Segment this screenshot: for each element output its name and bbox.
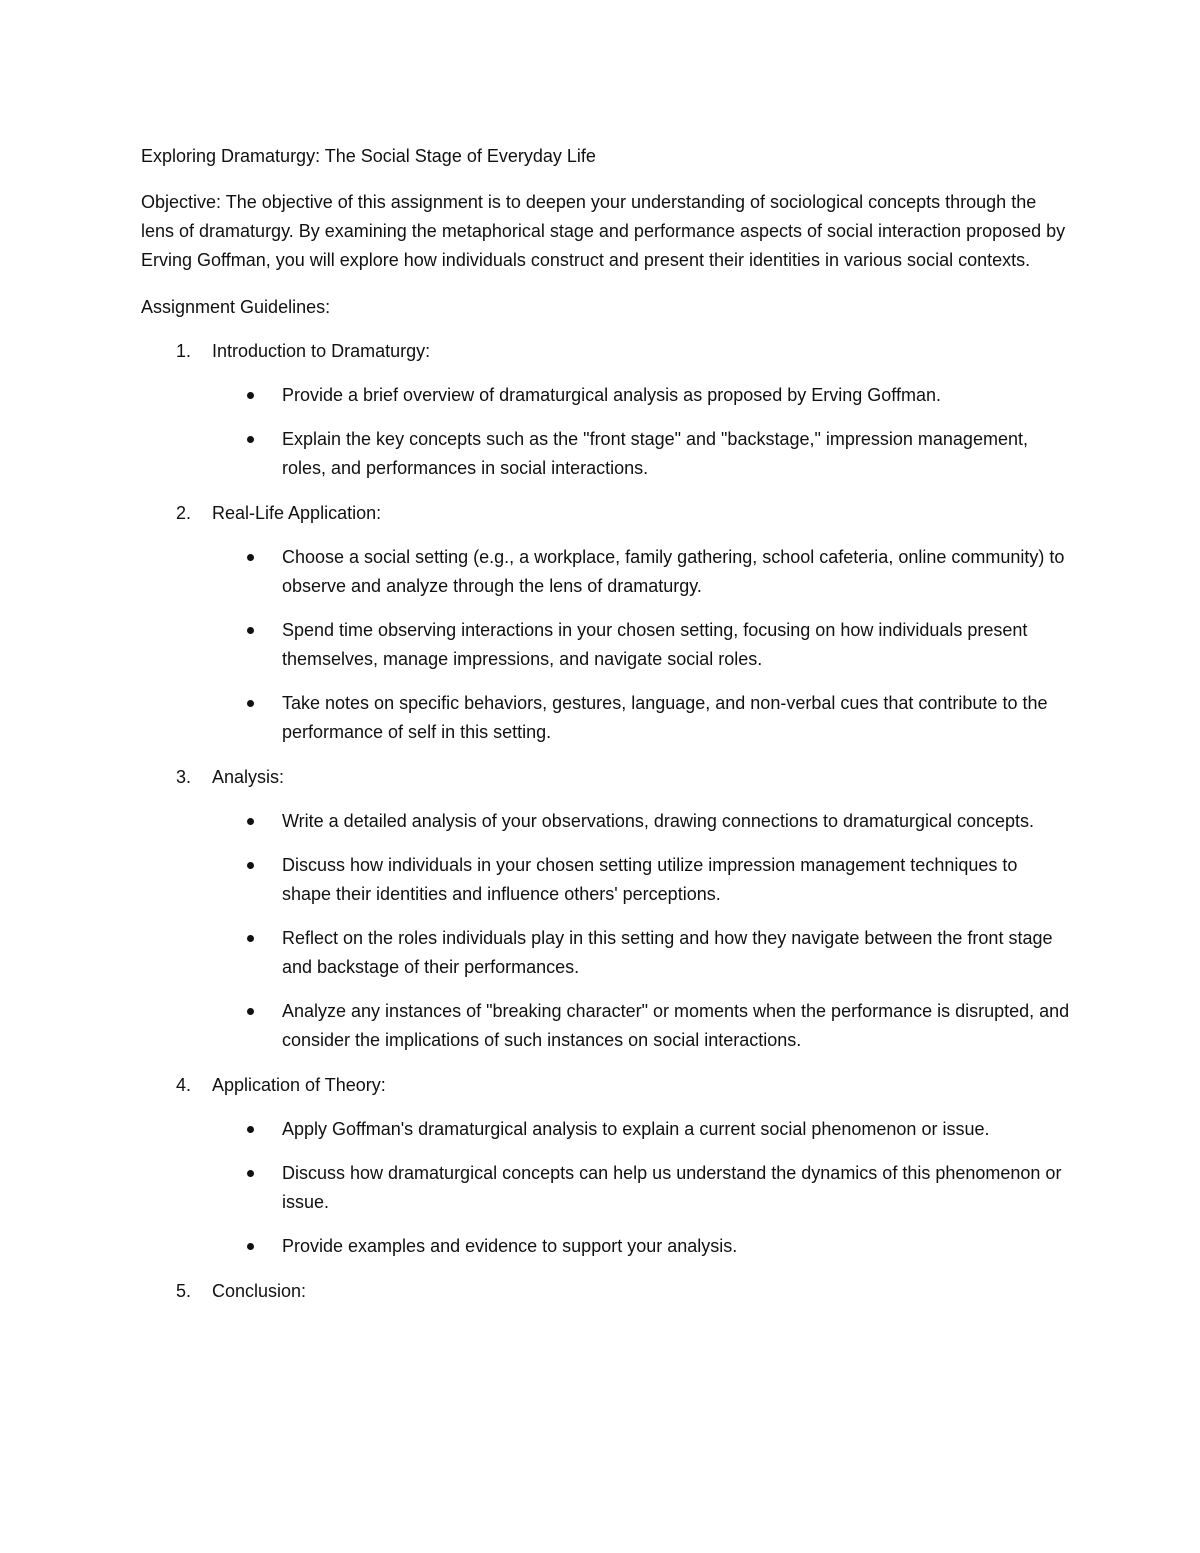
section-title: Application of Theory: <box>212 1075 386 1095</box>
bullet-text: Take notes on specific behaviors, gestures, language, and non-verbal cues that contribute to the performance of self in this setting. <box>282 693 1048 742</box>
section-number: 4. <box>176 1075 192 1095</box>
section-heading <box>141 1071 1071 1099</box>
bullet-text: Reflect on the roles individuals play in this setting and how they navigate between the front stage and backstage of their performances. <box>282 928 1053 977</box>
bullet-item <box>141 1232 1071 1261</box>
bullet-item <box>141 807 1071 836</box>
bullet-item <box>141 924 1071 982</box>
bullet-text: Discuss how dramaturgical concepts can help us understand the dynamics of this phenomenon or issue. <box>282 1163 1062 1212</box>
bullet-text: Provide a brief overview of dramaturgical analysis as proposed by Erving Goffman. <box>282 385 941 405</box>
bullet-text: Spend time observing interactions in your chosen setting, focusing on how individuals present themselves, manage impressions, and navigate social roles. <box>282 620 1028 669</box>
guideline-section <box>141 499 1071 747</box>
bullet-item <box>141 689 1071 747</box>
objective-paragraph: Objective: The objective of this assignment is to deepen your understanding of sociological concepts through the lens of dramaturgy. By examining the metaphorical stage and performance aspects of social interaction proposed by Erving Goffman, you will explore how individuals construct and present their identities in various social contexts. <box>141 192 1066 270</box>
bullet-item <box>141 1115 1071 1144</box>
bullet-icon <box>247 1008 254 1015</box>
bullet-text: Discuss how individuals in your chosen setting utilize impression management techniques to shape their identities and influence others' perceptions. <box>282 855 1018 904</box>
section-title: Conclusion: <box>212 1281 307 1301</box>
guidelines-heading: Assignment Guidelines: <box>141 297 331 317</box>
bullet-list <box>141 381 1071 483</box>
bullet-icon <box>247 1170 254 1177</box>
guidelines-list <box>141 337 1071 1305</box>
bullet-list <box>141 807 1071 1055</box>
bullet-icon <box>247 436 254 443</box>
section-heading <box>141 337 1071 365</box>
guideline-section <box>141 337 1071 483</box>
bullet-text: Choose a social setting (e.g., a workplace, family gathering, school cafeteria, online community) to observe and analyze through the lens of dramaturgy. <box>282 547 1065 596</box>
guideline-section <box>141 763 1071 1055</box>
bullet-icon <box>247 700 254 707</box>
section-heading <box>141 1277 1071 1305</box>
bullet-text: Provide examples and evidence to support your analysis. <box>282 1236 738 1256</box>
section-number: 2. <box>176 503 192 523</box>
bullet-item <box>141 616 1071 674</box>
bullet-list <box>141 543 1071 747</box>
bullet-icon <box>247 1243 254 1250</box>
bullet-item <box>141 997 1071 1055</box>
bullet-list <box>141 1115 1071 1261</box>
bullet-icon <box>247 554 254 561</box>
bullet-text: Explain the key concepts such as the "front stage" and "backstage," impression management, roles, and performances in social interactions. <box>282 429 1028 478</box>
section-title: Real-Life Application: <box>212 503 382 523</box>
document-page <box>141 142 1071 1321</box>
bullet-item <box>141 425 1071 483</box>
section-number: 3. <box>176 767 192 787</box>
bullet-icon <box>247 862 254 869</box>
bullet-item <box>141 543 1071 601</box>
section-heading <box>141 763 1071 791</box>
section-number: 1. <box>176 341 192 361</box>
guideline-section <box>141 1277 1071 1305</box>
bullet-item <box>141 851 1071 909</box>
section-number: 5. <box>176 1281 192 1301</box>
bullet-text: Apply Goffman's dramaturgical analysis to explain a current social phenomenon or issue. <box>282 1119 990 1139</box>
section-heading <box>141 499 1071 527</box>
section-title: Introduction to Dramaturgy: <box>212 341 431 361</box>
bullet-text: Analyze any instances of "breaking character" or moments when the performance is disrupted, and consider the implications of such instances on social interactions. <box>282 1001 1070 1050</box>
bullet-icon <box>247 818 254 825</box>
section-title: Analysis: <box>212 767 285 787</box>
bullet-icon <box>247 1126 254 1133</box>
bullet-item <box>141 381 1071 410</box>
bullet-icon <box>247 392 254 399</box>
bullet-icon <box>247 627 254 634</box>
bullet-item <box>141 1159 1071 1217</box>
document-title: Exploring Dramaturgy: The Social Stage of Everyday Life <box>141 146 596 166</box>
guideline-section <box>141 1071 1071 1261</box>
bullet-icon <box>247 935 254 942</box>
bullet-text: Write a detailed analysis of your observations, drawing connections to dramaturgical concepts. <box>282 811 1035 831</box>
